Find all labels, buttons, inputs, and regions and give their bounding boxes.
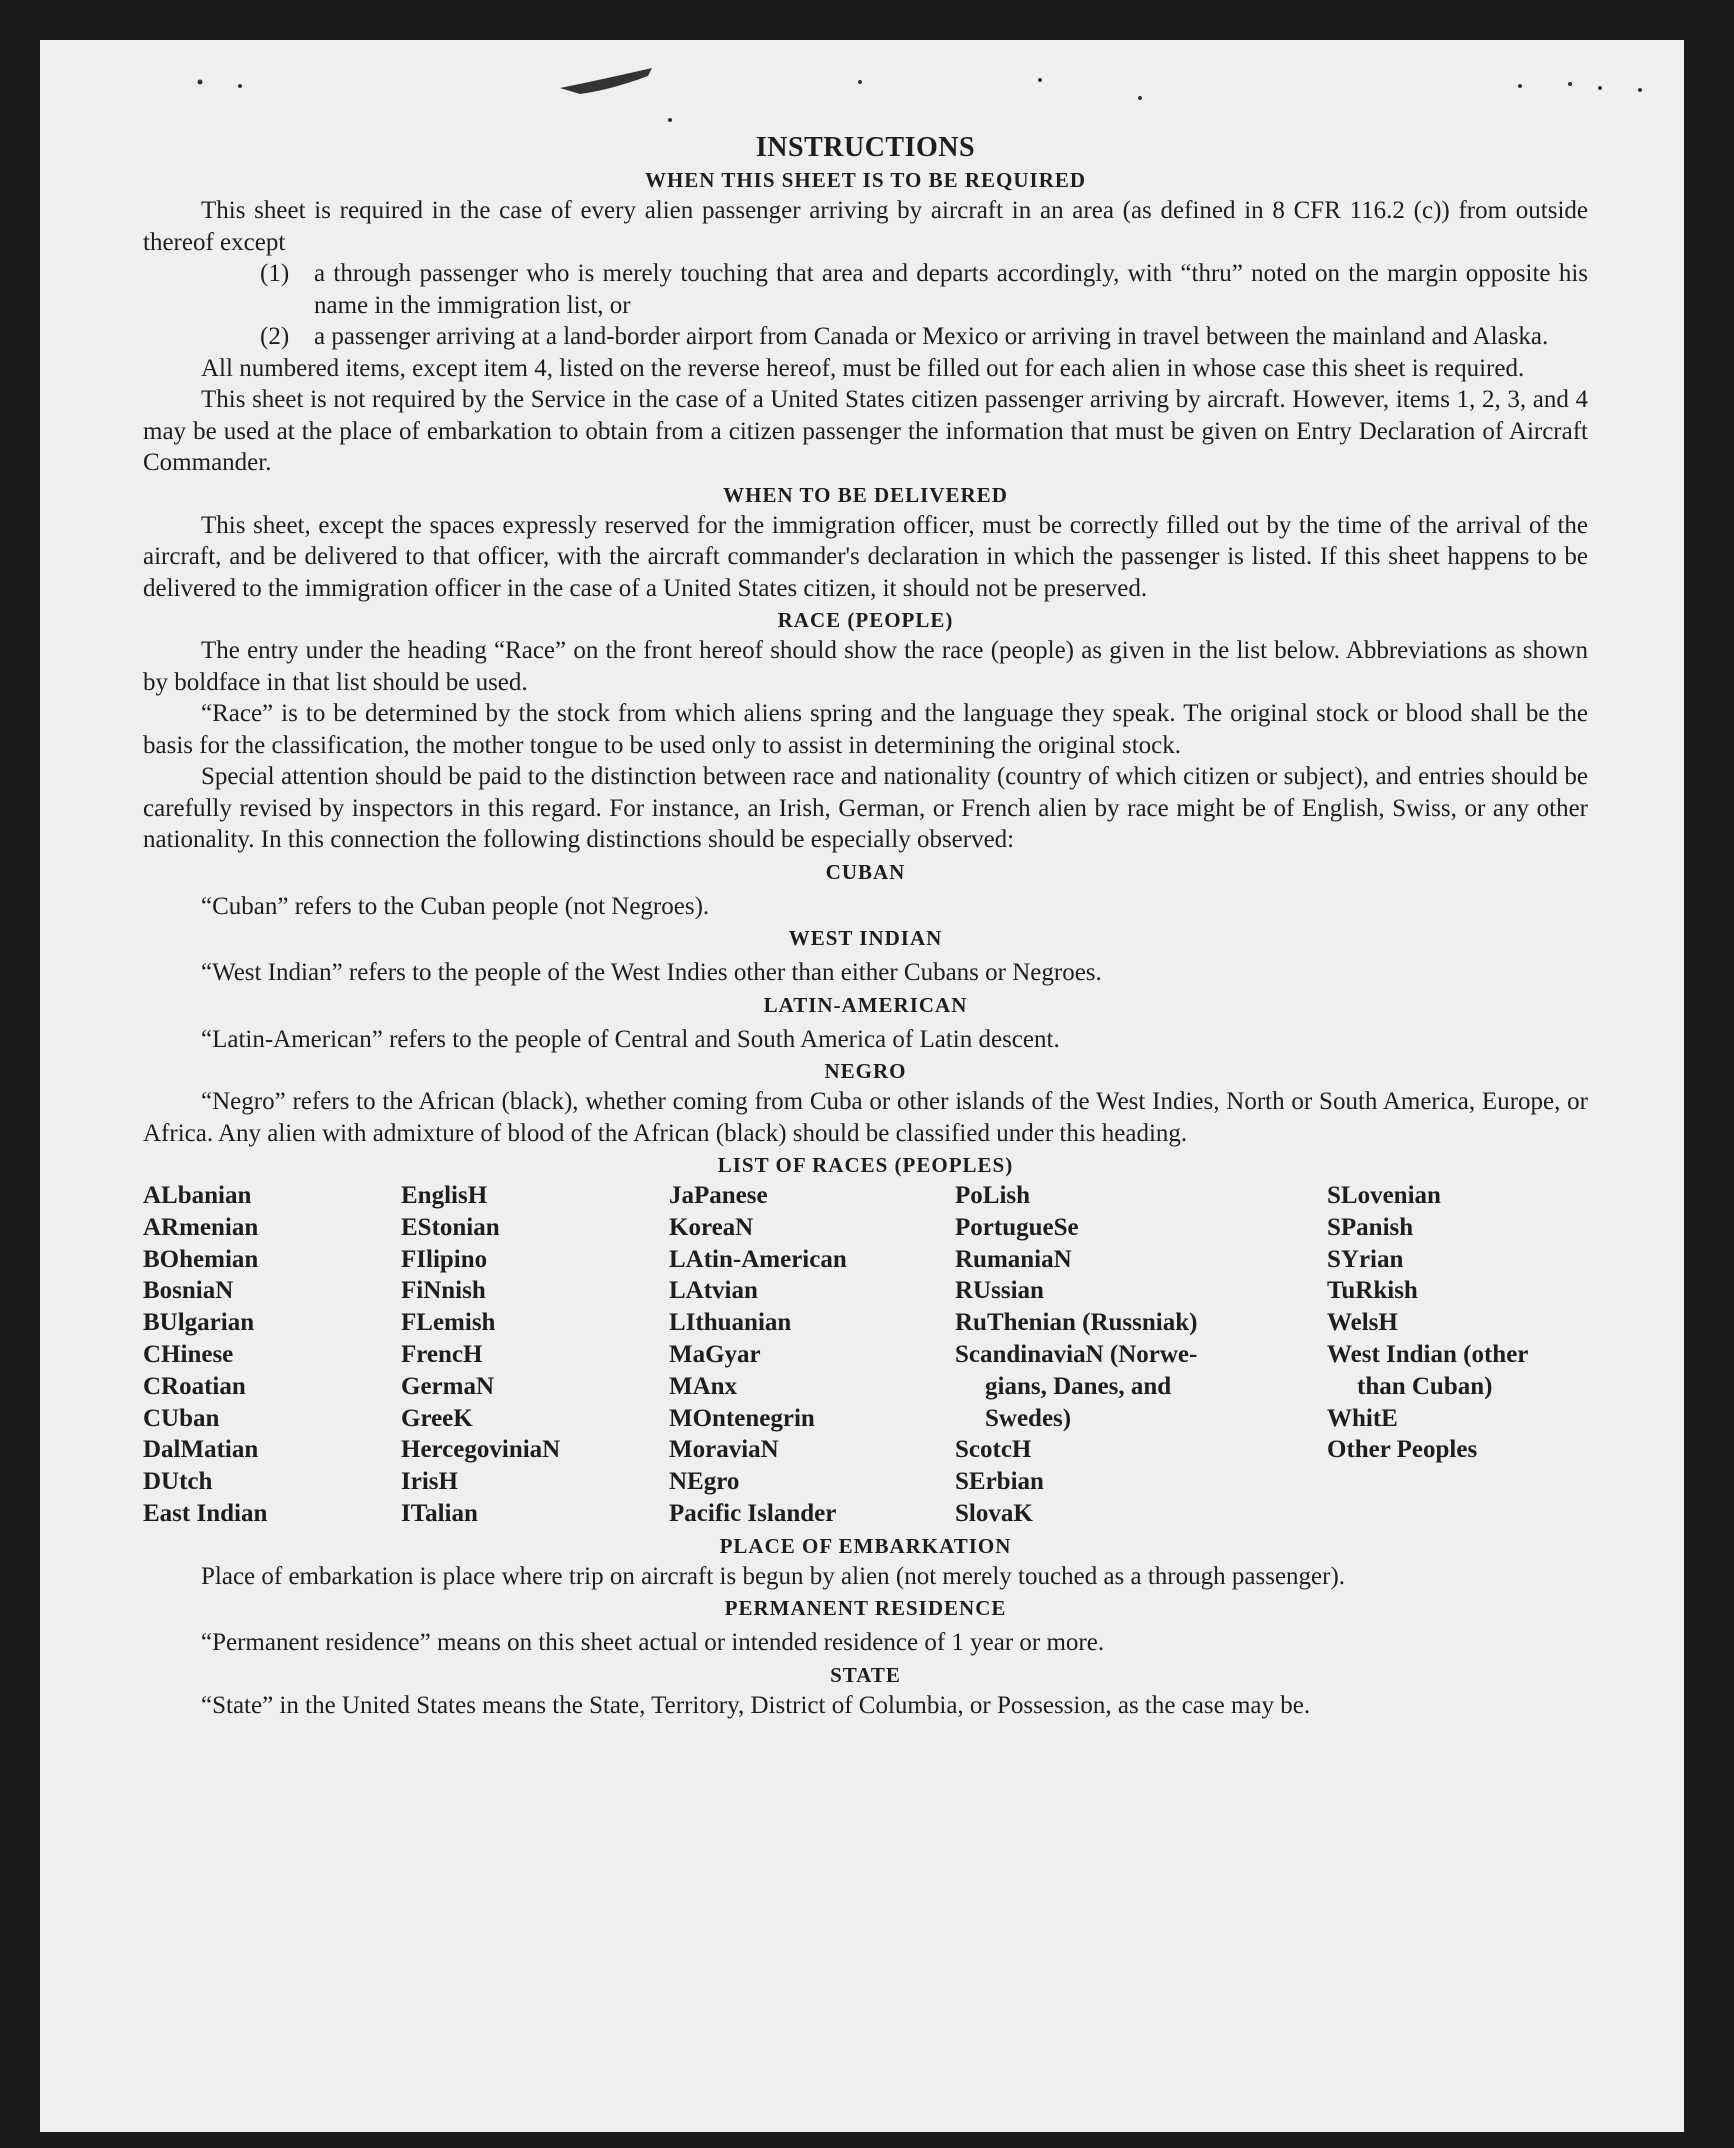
scan-specks xyxy=(40,40,1684,160)
race-item: ScotcH xyxy=(955,1436,1032,1464)
race-column-1 xyxy=(143,1180,401,1530)
race-item: NEgro xyxy=(669,1468,740,1496)
race-item: JaPanese xyxy=(669,1182,768,1209)
item-number: (2) xyxy=(260,323,290,350)
race-item: CRoatian xyxy=(143,1372,246,1400)
race-item: FiNnish xyxy=(401,1277,486,1305)
item-text: a through passenger who is merely touching that area and departs accordingly, with “thru” noted on the margin opposite his name in the immigration list, or xyxy=(314,260,1588,319)
race-item: CUban xyxy=(143,1404,220,1432)
delivered-paragraph: This sheet, except the spaces expressly reserved for the immigration officer, must be correctly filled out by the time of the arrival of the aircraft, and be delivered to that officer, with the aircraft commander's declaration in which the passenger is listed. If this sheet happens to be delivered to the immigration officer in the case of a United States citizen, it should not be preserved. xyxy=(143,511,1588,602)
race-item: ARmenian xyxy=(143,1213,259,1241)
section-heading-race: RACE (PEOPLE) xyxy=(777,608,954,632)
section-heading-latin-american: LATIN-AMERICAN xyxy=(763,992,968,1017)
citizen-paragraph: This sheet is not required by the Service in the case of a United States citizen passenger arriving by aircraft. However, items 1, 2, 3, and 4 may be used at the place of embarkation to obtain from a citizen passenger the information that must be given on Entry Declaration of Aircraft Commander. xyxy=(143,386,1588,476)
race-column-3 xyxy=(669,1180,955,1530)
negro-definition: “Negro” refers to the African (black), whether coming from Cuba or other islands of the West Indies, North or South America, Europe, or Africa. Any alien with admixture of blood of the African (black) should be classified under this heading. xyxy=(143,1088,1588,1147)
race-column-2 xyxy=(401,1180,669,1530)
section-heading-residence: PERMANENT RESIDENCE xyxy=(724,1596,1007,1621)
race-item: West Indian (other xyxy=(1327,1340,1529,1368)
race-item: EStonian xyxy=(401,1213,500,1241)
embarkation-definition: Place of embarkation is place where trip on aircraft is begun by alien (not merely touched as a through passenger). xyxy=(201,1562,1346,1590)
race-item: LAtvian xyxy=(669,1277,758,1305)
document-page xyxy=(40,40,1684,2132)
race-item: ScandinaviaN (Norwe- xyxy=(955,1340,1198,1368)
race-item: GreeK xyxy=(401,1404,473,1432)
race-item: BUlgarian xyxy=(143,1309,255,1337)
exception-item-1 xyxy=(143,258,1588,321)
race-item: ITalian xyxy=(401,1499,478,1527)
race-item: LIthuanian xyxy=(669,1309,792,1337)
race-item: MAnx xyxy=(669,1372,738,1400)
page-title: INSTRUCTIONS xyxy=(755,132,976,163)
race-item: ALbanian xyxy=(143,1182,252,1209)
race-item: FrencH xyxy=(401,1340,483,1368)
race-item: LAtin-American xyxy=(669,1245,847,1273)
race-item: SYrian xyxy=(1327,1245,1404,1273)
race-item: PoLish xyxy=(955,1182,1031,1209)
race-item: BOhemian xyxy=(143,1245,259,1273)
race-paragraph-1: The entry under the heading “Race” on the front hereof should show the race (people) as given in the list below. Abbreviations as shown by boldface in that list should be used. xyxy=(143,637,1588,696)
race-item: BosniaN xyxy=(143,1277,234,1305)
item-text: a passenger arriving at a land-border airport from Canada or Mexico or arriving in travel between the mainland and Alaska. xyxy=(314,323,1549,350)
required-paragraph: This sheet is required in the case of every alien passenger arriving by aircraft in an area (as defined in 8 CFR 116.2 (c)) from outside thereof except xyxy=(143,197,1588,256)
section-heading-state: STATE xyxy=(830,1662,901,1687)
race-item: MoraviaN xyxy=(669,1436,779,1464)
race-item: TuRkish xyxy=(1327,1277,1418,1305)
race-item: East Indian xyxy=(143,1499,268,1527)
race-item: Pacific Islander xyxy=(669,1499,837,1527)
race-item-continuation: gians, Danes, and xyxy=(985,1372,1172,1400)
section-heading-west-indian: WEST INDIAN xyxy=(788,926,943,950)
race-item: SErbian xyxy=(955,1468,1044,1496)
race-item: MaGyar xyxy=(669,1340,761,1368)
section-heading-embarkation: PLACE OF EMBARKATION xyxy=(719,1533,1012,1558)
race-item: Other Peoples xyxy=(1327,1436,1478,1464)
residence-definition: “Permanent residence” means on this sheet actual or intended residence of 1 year or more. xyxy=(201,1629,1105,1657)
race-item: SlovaK xyxy=(955,1499,1033,1527)
race-item-continuation: than Cuban) xyxy=(1357,1372,1493,1400)
west-indian-definition: “West Indian” refers to the people of the West Indies other than either Cubans or Negroes. xyxy=(201,959,1102,986)
race-column-4 xyxy=(955,1180,1327,1530)
section-heading-cuban: CUBAN xyxy=(825,859,906,884)
race-item: SPanish xyxy=(1327,1213,1414,1241)
section-heading-negro: NEGRO xyxy=(824,1059,907,1083)
exception-item-2 xyxy=(143,321,1588,353)
race-item: CHinese xyxy=(143,1340,234,1368)
race-item: FIlipino xyxy=(401,1245,488,1273)
section-heading-required: WHEN THIS SHEET IS TO BE REQUIRED xyxy=(644,168,1087,192)
race-item: WhitE xyxy=(1327,1404,1398,1432)
race-item: WelsH xyxy=(1327,1309,1398,1337)
state-definition: “State” in the United States means the State, Territory, District of Columbia, or Possession, as the case may be. xyxy=(201,1691,1311,1719)
race-item: IrisH xyxy=(401,1468,458,1496)
cuban-definition: “Cuban” refers to the Cuban people (not Negroes). xyxy=(201,892,710,920)
latin-american-definition: “Latin-American” refers to the people of Central and South America of Latin descent. xyxy=(201,1025,1060,1053)
race-item: GermaN xyxy=(401,1372,495,1400)
section-heading-delivered: WHEN TO BE DELIVERED xyxy=(723,482,1008,507)
race-item: KoreaN xyxy=(669,1213,754,1241)
numbered-items-paragraph: All numbered items, except item 4, listed on the reverse hereof, must be filled out for each alien in whose case this sheet is required. xyxy=(201,354,1525,382)
race-column-5 xyxy=(1327,1180,1597,1530)
item-number: (1) xyxy=(260,260,290,287)
section-heading-race-list: LIST OF RACES (PEOPLES) xyxy=(717,1153,1014,1177)
race-list xyxy=(143,1180,1588,1530)
race-item: HercegoviniaN xyxy=(401,1436,561,1464)
race-item: RumaniaN xyxy=(955,1245,1072,1273)
race-paragraph-2: “Race” is to be determined by the stock from which aliens spring and the language they speak. The original stock or blood shall be the basis for the classification, the mother tongue to be used only to assist in determining the original stock. xyxy=(143,700,1588,759)
race-item: PortugueSe xyxy=(955,1213,1079,1241)
race-item: DUtch xyxy=(143,1468,213,1496)
race-item: FLemish xyxy=(401,1309,496,1337)
race-item: DalMatian xyxy=(143,1436,259,1464)
race-item: EnglisH xyxy=(401,1182,488,1209)
race-item: RUssian xyxy=(955,1277,1044,1305)
race-item-continuation: Swedes) xyxy=(985,1404,1072,1432)
race-item: RuThenian (Russniak) xyxy=(955,1309,1198,1337)
race-item: SLovenian xyxy=(1327,1182,1441,1209)
race-item: MOntenegrin xyxy=(669,1404,815,1432)
race-paragraph-3: Special attention should be paid to the distinction between race and nationality (country of which citizen or subject), and entries should be carefully revised by inspectors in this regard. For instance, an Irish, German, or French alien by race might be of English, Swiss, or any other nationality. In this connection the following distinctions should be especially observed: xyxy=(143,763,1588,853)
